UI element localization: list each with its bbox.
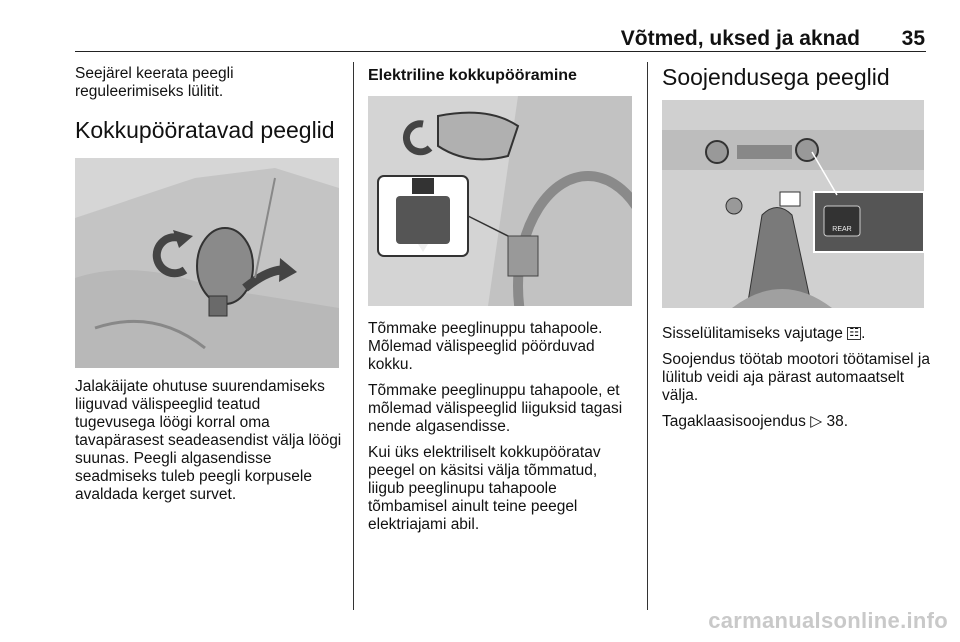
watermark: carmanualsonline.info <box>708 608 948 633</box>
section-heading: Elektriline kokkupööramine <box>368 67 577 84</box>
rear-label: REAR <box>832 226 852 233</box>
page-header-title: Võtmed, uksed ja aknad <box>620 27 860 50</box>
column-divider <box>353 62 354 610</box>
column-divider <box>647 62 648 610</box>
body-paragraph-3: Tagaklaasisoojendus ▷ 38. <box>662 413 849 430</box>
column-2-body <box>368 320 636 542</box>
page-number: 35 <box>901 27 925 50</box>
column-3 <box>662 64 932 90</box>
column-1-body <box>75 378 343 512</box>
column-1 <box>75 65 343 143</box>
body-paragraph-2: Tõmmake peeglinuppu tahapoole, et mõlemad välispeeglid liiguksid tagasi nende algasendisse. <box>368 382 623 435</box>
column-3-body <box>662 325 934 439</box>
intro-paragraph: Seejärel keerata peegli reguleerimiseks lülitit. <box>75 65 234 100</box>
page-reference-link[interactable]: 38. <box>826 413 849 430</box>
power-folding-switch-illustration <box>368 96 632 306</box>
section-heading: Kokkupööratavad peeglid <box>75 117 335 143</box>
column-2 <box>368 66 634 86</box>
section-heading: Soojendusega peeglid <box>662 64 890 90</box>
rear-window-heater-icon: ☷ <box>849 327 860 339</box>
body-paragraph-3: Kui üks elektriliselt kokkupööratav peegel on käsitsi välja tõmmatud, liigub peeglinupu tahapoole tõmbamisel ainult teine peegel elektriajami abil. <box>368 444 601 533</box>
body-paragraph-1: Sisselülitamiseks vajutage ☷ . <box>662 325 866 342</box>
body-paragraph: Jalakäijate ohutuse suurendamiseks liiguvad välispeeglid teatud tugevusega löögi korral oma tavapärasest seadeasendist välja löögi suunas. Peegli algasendisse seadmiseks tuleb peegli korpusele avaldada kerget survet. <box>75 378 342 503</box>
heated-mirror-button-illustration <box>662 100 924 308</box>
folding-mirror-illustration <box>75 158 339 368</box>
page-reference-arrow-icon: ▷ <box>810 413 823 430</box>
body-paragraph-2: Soojendus töötab mootori töötamisel ja lülitub veidi aja pärast automaatselt välja. <box>662 351 930 404</box>
header-rule <box>75 51 926 52</box>
body-paragraph-1: Tõmmake peeglinuppu tahapoole. Mõlemad välispeeglid pöörduvad kokku. <box>368 320 603 373</box>
